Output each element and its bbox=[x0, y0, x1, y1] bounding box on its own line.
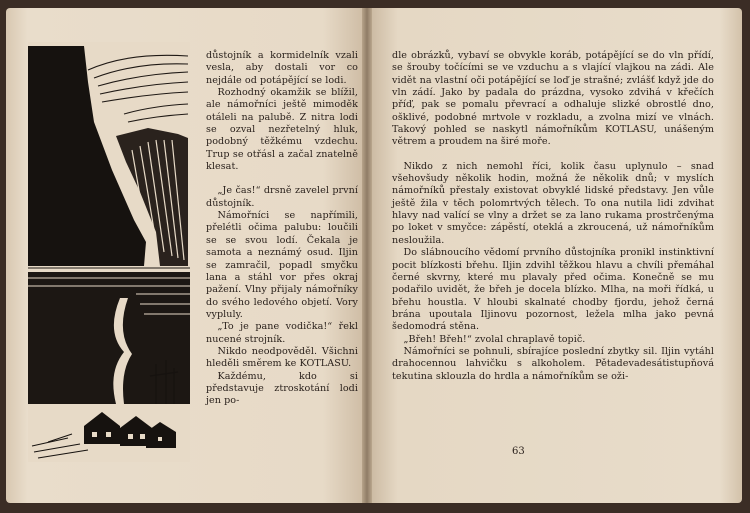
book-gutter bbox=[362, 8, 372, 503]
paragraph: Každému, kdo si představuje ztroskotání lodi jen po- bbox=[206, 370, 358, 407]
page-number: 63 bbox=[512, 446, 525, 457]
paragraph: Námořníci se napřímili, přelétli očima palubu: loučili se se svou lodí. Čekala je samota a neznámý osud. Iljin se zamračil, popadl smyčku lana a stáhl vor přes okraj pažení. Vlny přijaly námořníky do svého ledového objetí. Vory vypluly. bbox=[206, 210, 358, 320]
paragraph: Nikdo neodpověděl. Všichni hleděli směrem ke KOTLASU. bbox=[206, 345, 358, 370]
woodcut-fjord-illustration bbox=[28, 42, 190, 462]
paragraph: Nikdo z nich nemohl říci, kolik času uplynulo – snad všehovšudy několik hodin, možná že několik dnů; v myslích námořníků přestaly existovat obvyklé lidské představy. Jen vůle ještě žila v těch polomrtvých tělech. To ona nutila lidi zdvihat hlavy nad valící se vlny a držet se za lano rukama prostrčenýma po loket v smyčce: zápěstí, oteklá a zkroucená, už námořníkům nesloužila. bbox=[392, 160, 714, 246]
paragraph: „To je pane vodička!“ řekl nucené strojník. bbox=[206, 321, 358, 345]
paragraph: Námořníci se pohnuli, sbírajíce poslední zbytky sil. Iljin vytáhl drahocennou lahvičku s alkoholem. Pětadevadesátistupňová tekutina sklouzla do hrdla a námořníkům se oži- bbox=[392, 345, 714, 382]
paragraph: „Je čas!“ drsně zavelel první důstojník. bbox=[206, 185, 358, 209]
paragraph: Do slábnoucího vědomí prvního důstojníka pronikl instinktivní pocit blízkosti břehu. Iljin zdvihl těžkou hlavu a chvíli přemáhal černé skvrny, které mu plavaly před očima. Konečně se mu podařilo uvidět, že břeh je docela blízko. Mlha, na moři řídká, u břehu houstla. V hloubi skalnaté chodby fjordu, jehož černá brána upoutala Iljinovu pozornost, ležela mlha jako pevná šedomodrá stěna. bbox=[392, 247, 714, 333]
paragraph: dle obrázků, vybaví se obvykle koráb, potápějící se do vln přídí, se šrouby točícími se ve vzduchu a s vlající vlajkou na zádi. Ale vidět na vlastní oči potápějící se loď je strašné; zvlášť když jde do vln zádí. Jako by padala do prázdna, vysoko zdvihá v křečích příď, pak se pomalu převrací a odhaluje slizké obrostlé dno, ošklivé, podobné mrtvole v rozkladu, a zvolna mizí ve vlnách. Takový pohled se naskytl námořníkům KOTLASU, unášeným větrem a proudem na širé moře. bbox=[392, 50, 714, 148]
left-page-text bbox=[206, 50, 358, 408]
paragraph: Rozhodný okamžik se blížil, ale námořníci ještě mimoděk otáleli na palubě. Z nitra lodi se ozval nezřetelný hluk, podobný těžkému vzdechu. Trup se otřásl a začal znatelně klesat. bbox=[206, 87, 358, 173]
paragraph: „Břeh! Břeh!“ zvolal chraplavě topič. bbox=[403, 333, 586, 345]
paragraph: důstojník a kormidelník vzali vesla, aby dostali vor co nejdále od potápějící se lodi. bbox=[206, 50, 358, 86]
right-page-text bbox=[392, 50, 714, 383]
